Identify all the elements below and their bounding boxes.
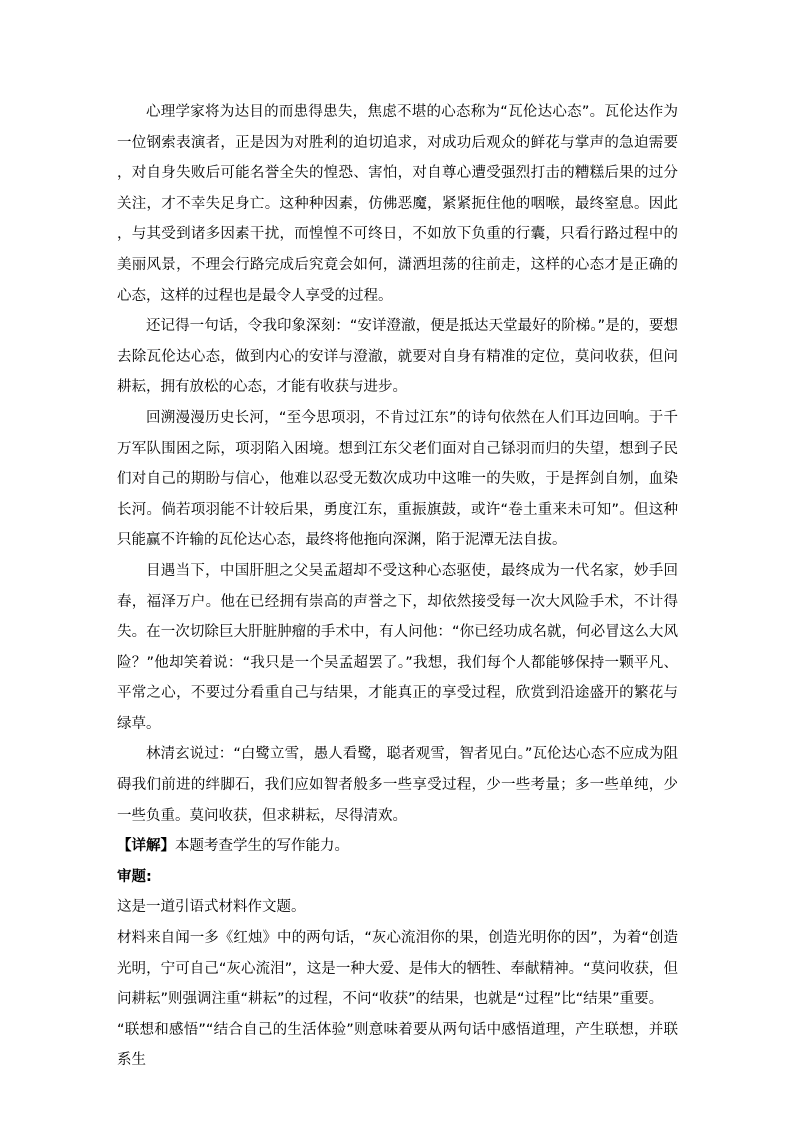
detail-text: 本题考查学生的写作能力。 bbox=[175, 838, 349, 855]
section-heading-shenti: 审题: bbox=[117, 868, 152, 885]
detail-heading: 【详解】 bbox=[117, 838, 175, 855]
essay-paragraph-1: 心理学家将为达目的而患得患失，焦虑不堪的心态称为“瓦伦达心态”。瓦伦达作为一位钢索表演者，正是因为对胜利的迫切追求，对成功后观众的鲜花与掌声的急迫需要，对自身失败后可能名誉全失的惶恐、害怕，对自尊心遭受强烈打击的糟糕后果的过分关注，才不幸失足身亡。这种种因素，仿佛恶魔，紧紧扼住他的咽喉，最终窒息。因此，与其受到诸多因素干扰，而惶惶不可终日，不如放下负重的行囊，只看行路过程中的美丽风景，不理会行路完成后究竟会如何，潇洒坦荡的往前走，这样的心态才是正确的心态，这样的过程也是最令人享受的过程。 bbox=[117, 104, 678, 304]
essay-paragraph-4: 目遇当下，中国肝胆之父吴孟超却不受这种心态驱使，最终成为一代名家，妙手回春，福泽万户。他在已经拥有崇高的声誉之下，却依然接受每一次大风险手术，不计得失。在一次切除巨大肝脏肿瘤的手术中，有人问他：“你已经功成名就，何必冒这么大风险？”他却笑着说：“我只是一个吴孟超罢了。”我想，我们每个人都能够保持一颗平凡、平常之心，不要过分看重自己与结果，才能真正的享受过程，欣赏到沿途盛开的繁花与绿草。 bbox=[117, 562, 678, 732]
essay-paragraph-3: 回溯漫漫历史长河，“至今思项羽，不肯过江东”的诗句依然在人们耳边回响。于千万军队围困之际，项羽陷入困境。想到江东父老们面对自己铩羽而归的失望，想到子民们对自己的期盼与信心，他难以忍受无数次成功中这唯一的失败，于是挥剑自刎，血染长河。倘若项羽能不计较后果，勇度江东，重振旗鼓，或许“卷土重来未可知”。但这种只能赢不许输的瓦伦达心态，最终将他拖向深渊，陷于泥潭无法自拔。 bbox=[117, 409, 678, 549]
document-page bbox=[117, 97, 678, 1076]
analysis-line-2: 材料来自闻一多《红烛》中的两句话，“灰心流泪你的果，创造光明你的因”，为着“创造光明，宁可自己“灰心流泪”，这是一种大爱、是伟大的牺牲、奉献精神。“莫问收获，但问耕耘”则强调注重“耕耘”的过程，不问“收获”的结果，也就是“过程”比“结果”重要。 bbox=[117, 930, 678, 1008]
analysis-line-3: “联想和感悟”“结合自己的生活体验”则意味着要从两句话中感悟道理，产生联想，并联系生 bbox=[117, 1021, 678, 1069]
analysis-line-1: 这是一道引语式材料作文题。 bbox=[117, 899, 306, 916]
detail-line bbox=[117, 831, 678, 862]
essay-paragraph-2: 还记得一句话，令我印象深刻：“安详澄澈，便是抵达天堂最好的阶梯。”是的，要想去除瓦伦达心态，做到内心的安详与澄澈，就要对自身有精准的定位，莫问收获，但问耕耘，拥有放松的心态，才能有收获与进步。 bbox=[117, 318, 678, 396]
essay-paragraph-5: 林清玄说过：“白鹭立雪，愚人看鹭，聪者观雪，智者见白。”瓦伦达心态不应成为阻碍我们前进的绊脚石，我们应如智者般多一些享受过程，少一些考量；多一些单纯，少一些负重。莫问收获，但求耕耘，尽得清欢。 bbox=[117, 746, 678, 824]
